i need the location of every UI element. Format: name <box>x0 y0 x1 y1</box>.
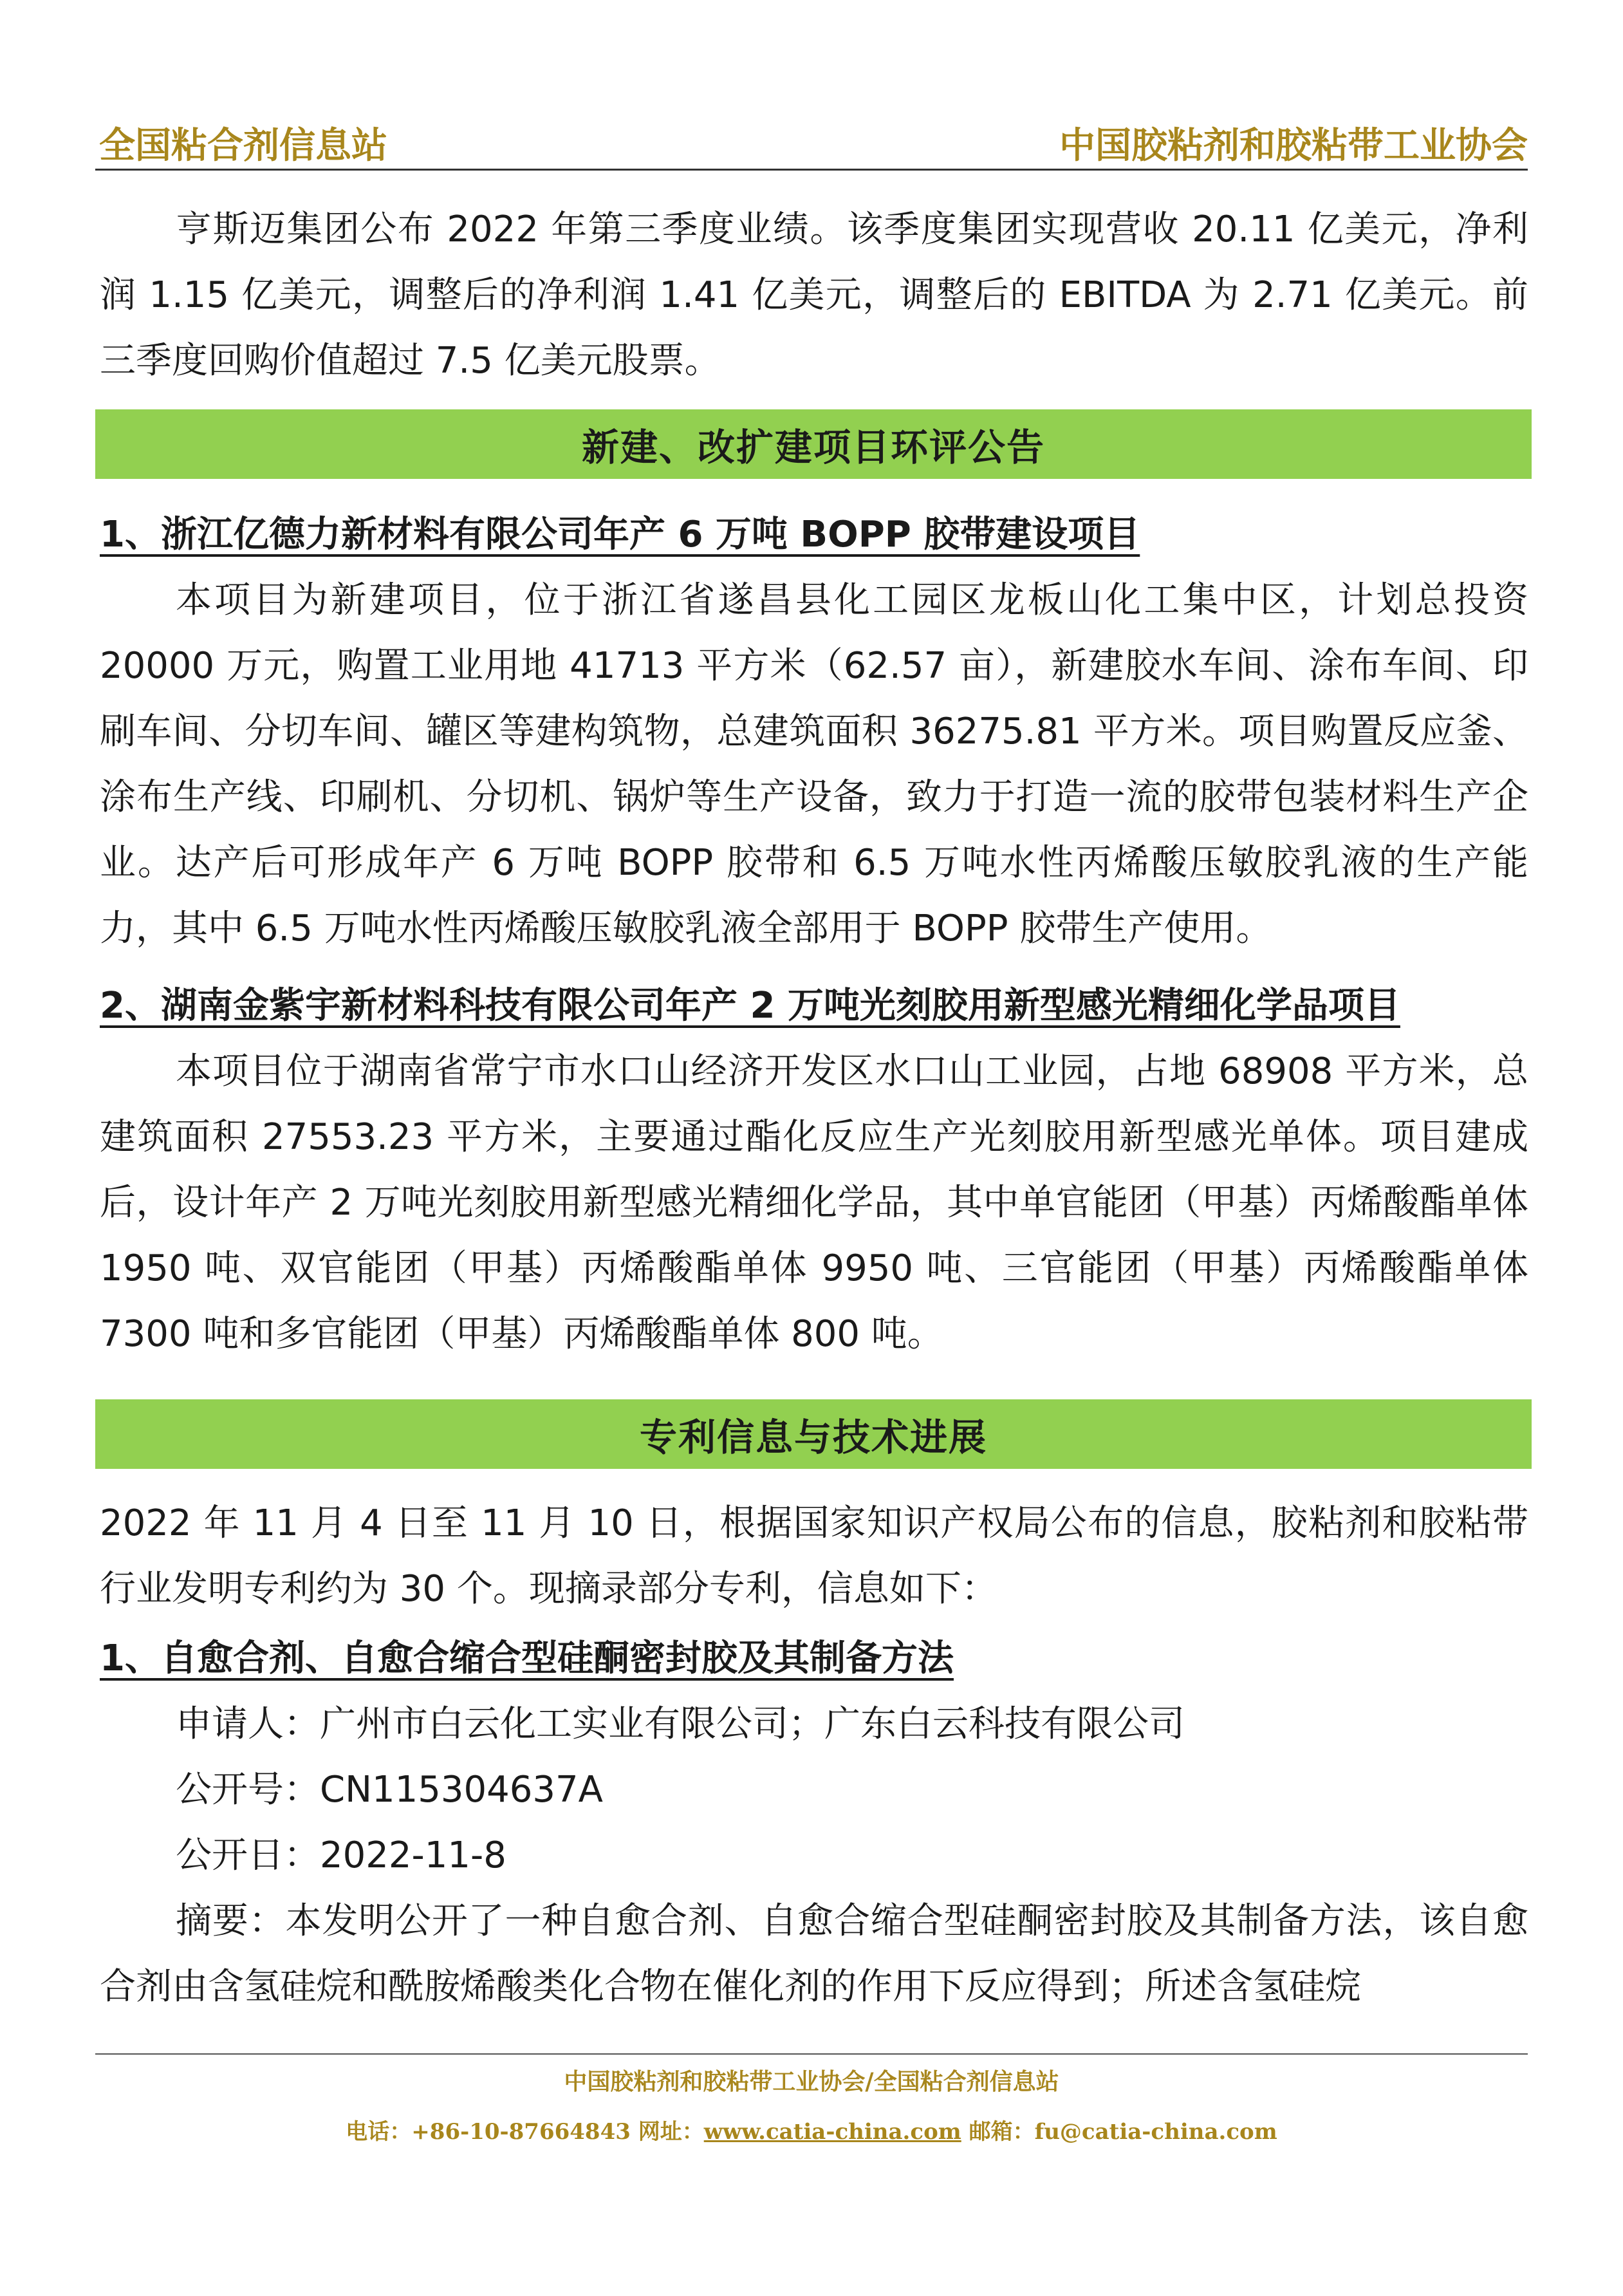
footer-website-link[interactable]: www.catia-china.com <box>703 2119 961 2145</box>
header-divider <box>95 169 1528 171</box>
footer-organization: 中国胶粘剂和胶粘带工业协会/全国粘合剂信息站 <box>564 2068 1059 2095</box>
footer-phone: 电话：+86-10-87664843 网址： <box>346 2119 704 2145</box>
page-header <box>95 117 1528 171</box>
project-heading-2-text: 2、湖南金紫宇新材料科技有限公司年产 2 万吨光刻胶用新型感光精细化学品项目 <box>100 985 1400 1027</box>
footer-divider <box>95 2053 1528 2055</box>
patent-block <box>100 1491 1528 2020</box>
patent-heading-1 <box>100 1626 1528 1692</box>
header-left-title: 全国粘合剂信息站 <box>99 124 387 167</box>
patent-applicant: 申请人：广州市白云化工实业有限公司；广东白云科技有限公司 <box>176 1703 1185 1745</box>
patent-intro: 2022 年 11 月 4 日至 11 月 10 日，根据国家知识产权局公布的信息，胶粘剂和胶粘带行业发明专利约为 30 个。现摘录部分专利，信息如下： <box>100 1502 1528 1610</box>
project-heading-1-text: 1、浙江亿德力新材料有限公司年产 6 万吨 BOPP 胶带建设项目 <box>100 514 1140 555</box>
section-title-eia: 新建、改扩建项目环评公告 <box>581 425 1045 469</box>
section-band-patent <box>95 1399 1532 1469</box>
project-heading-1 <box>100 502 1528 568</box>
header-right-title: 中国胶粘剂和胶粘带工业协会 <box>1059 124 1528 167</box>
project-body-1: 本项目为新建项目，位于浙江省遂昌县化工园区龙板山化工集中区，计划总投资 20000 万元，购置工业用地 41713 平方米（62.57 亩），新建胶水车间、涂布车间、印刷车间、分切车间、罐区等建构筑物，总建筑面积 36275.81 平方米。项目购置反应釜、涂布生产线、印刷机、分切机、锅炉等生产设备，致力于打造一流的胶带包装材料生产企业。达产后可形成年产 6 万吨 BOPP 胶带和 6.5 万吨水性丙烯酸压敏胶乳液的生产能力，其中 6.5 万吨水性丙烯酸压敏胶乳液全部用于 BOPP 胶带生产使用。 <box>100 579 1528 949</box>
project-heading-2 <box>100 973 1528 1039</box>
footer-contact <box>0 2114 1623 2145</box>
patent-heading-1-text: 1、自愈合剂、自愈合缩合型硅酮密封胶及其制备方法 <box>100 1638 954 1679</box>
section-title-patent: 专利信息与技术进展 <box>639 1415 987 1459</box>
footer-email: 邮箱：fu@catia-china.com <box>961 2119 1277 2145</box>
patent-publication-number: 公开号：CN115304637A <box>176 1769 603 1811</box>
intro-block <box>100 197 1528 394</box>
section-band-eia <box>95 409 1532 479</box>
project-body-2: 本项目位于湖南省常宁市水口山经济开发区水口山工业园，占地 68908 平方米，总建筑面积 27553.23 平方米，主要通过酯化反应生产光刻胶用新型感光单体。项目建成后，设计年产 2 万吨光刻胶用新型感光精细化学品，其中单官能团（甲基）丙烯酸酯单体 1950 吨、双官能团（甲基）丙烯酸酯单体 9950 吨、三官能团（甲基）丙烯酸酯单体 7300 吨和多官能团（甲基）丙烯酸酯单体 800 吨。 <box>100 1050 1528 1355</box>
patent-abstract: 摘要：本发明公开了一种自愈合剂、自愈合缩合型硅酮密封胶及其制备方法，该自愈合剂由含氢硅烷和酰胺烯酸类化合物在催化剂的作用下反应得到；所述含氢硅烷 <box>100 1900 1528 2008</box>
eia-items <box>100 502 1528 1367</box>
intro-paragraph: 亨斯迈集团公布 2022 年第三季度业绩。该季度集团实现营收 20.11 亿美元，净利润 1.15 亿美元，调整后的净利润 1.41 亿美元，调整后的 EBITDA 为 2.71 亿美元。前三季度回购价值超过 7.5 亿美元股票。 <box>100 209 1529 382</box>
patent-publication-date: 公开日：2022-11-8 <box>176 1834 506 1876</box>
